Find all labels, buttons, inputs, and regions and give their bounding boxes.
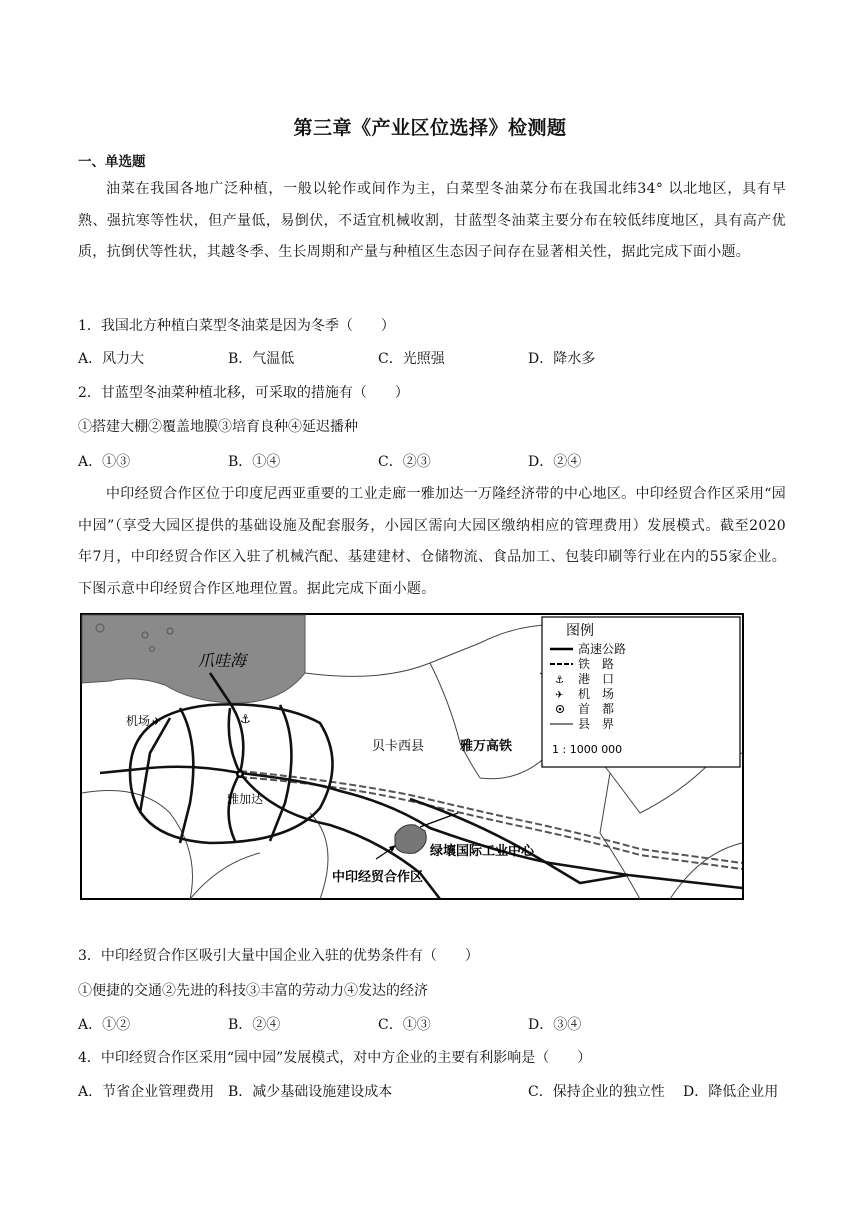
q1-option-c: C．光照强 [378, 351, 445, 367]
question-3-items: ①便捷的交通②先进的科技③丰富的劳动力④发达的经济 [78, 983, 428, 999]
question-2-stem: 2．甘蓝型冬油菜种植北移，可采取的措施有（ ） [78, 385, 409, 401]
legend-title: 图例 [566, 623, 594, 639]
q4-option-c: C．保持企业的独立性 [528, 1084, 665, 1100]
q2-option-c: C．②③ [378, 454, 431, 470]
q1-option-b: B．气温低 [228, 351, 295, 367]
map-legend [542, 617, 740, 767]
legend-railway: 铁 路 [578, 657, 615, 671]
sea-label: 爪哇海 [198, 651, 247, 670]
q2-option-a: A．①③ [78, 454, 131, 470]
section-heading: 一、单选题 [78, 154, 146, 170]
q3-option-c: C．①③ [378, 1017, 431, 1033]
q2-option-d: D．②④ [528, 454, 582, 470]
q4-option-a: A．节省企业管理费用 [78, 1084, 215, 1100]
legend-scale: 1 : 1000 000 [552, 743, 623, 756]
question-3-stem: 3．中印经贸合作区吸引大量中国企业入驻的优势条件有（ ） [78, 948, 479, 964]
passage-1: 油菜在我国各地广泛种植，一般以轮作或间作为主，白菜型冬油菜分布在我国北纬34° 以北地区，具有早熟、强抗寒等性状，但产量低，易倒伏，不适宜机械收割，甘蓝型冬油菜主要分布在较低纬度地区，具有高产优质，抗倒伏等性状，其越冬季、生长周期和产量与种植区生态因子间存在显著相关性，据此完成下面小题。 [78, 181, 786, 260]
passage-2: 中印经贸合作区位于印度尼西亚重要的工业走廊一雅加达一万隆经济带的中心地区。中印经贸合作区采用“园中园”（享受大园区提供的基础设施及配套服务，小园区需向大园区缴纳相应的管理费用）发展模式。截至2020年7月，中印经贸合作区入驻了机械汽配、基建建材、仓储物流、食品加工、包装印刷等行业在内的55家企业。下图示意中印经贸合作区地理位置。据此完成下面小题。 [78, 486, 786, 597]
q2-option-b: B．①④ [228, 454, 281, 470]
airport-label: 机场 [126, 714, 151, 728]
legend-airport: 机 场 [578, 687, 615, 701]
page-title: 第三章《产业区位选择》检测题 [293, 117, 567, 139]
legend-port: 港 口 [578, 672, 615, 686]
port-icon: ⚓ [240, 712, 251, 726]
legend-capital: 首 都 [578, 702, 615, 716]
location-map [80, 613, 744, 900]
zone-label: 中印经贸合作区 [332, 870, 424, 885]
legend-highway: 高速公路 [578, 642, 627, 656]
county-label: 贝卡西县 [372, 739, 425, 754]
railway-label: 雅万高铁 [460, 739, 513, 754]
airport-icon: ✈ [152, 715, 162, 728]
q4-option-d: D．降低企业用 [683, 1084, 779, 1100]
legend-airport-icon: ✈ [555, 690, 564, 701]
q3-option-b: B．②④ [228, 1017, 281, 1033]
legend-port-icon: ⚓ [555, 675, 564, 686]
legend-county: 县 界 [578, 717, 615, 731]
question-2-items: ①搭建大棚②覆盖地膜③培育良种④延迟播种 [78, 419, 358, 435]
q1-option-d: D．降水多 [528, 351, 596, 367]
q4-option-b: B．减少基础设施建设成本 [228, 1084, 393, 1100]
q3-option-a: A．①② [78, 1017, 131, 1033]
q1-option-a: A．风力大 [78, 351, 145, 367]
question-1-stem: 1．我国北方种植白菜型冬油菜是因为冬季（ ） [78, 318, 395, 334]
city-label: 雅加达 [227, 792, 264, 806]
q3-option-d: D．③④ [528, 1017, 582, 1033]
question-4-stem: 4．中印经贸合作区采用“园中园”发展模式，对中方企业的主要有利影响是（ ） [78, 1050, 592, 1066]
center-label: 绿壤国际工业中心 [430, 844, 535, 859]
